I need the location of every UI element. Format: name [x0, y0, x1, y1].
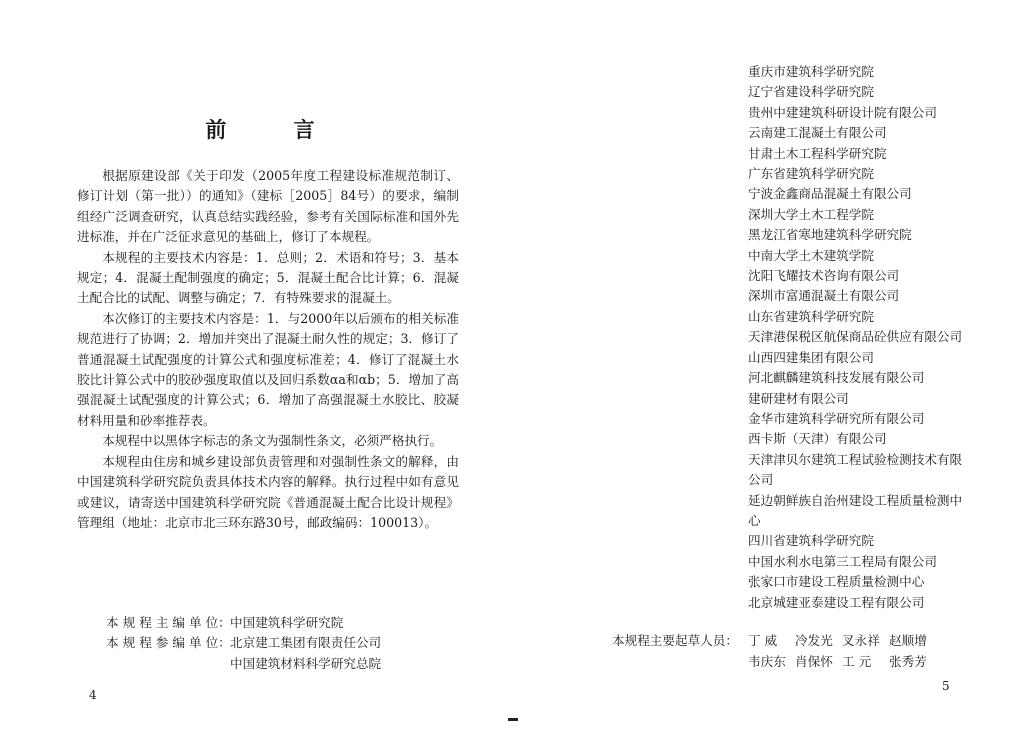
- preface-paragraph: 本规程的主要技术内容是：1．总则；2．术语和符号；3．基本规定；4．混凝土配制强度的确定；5．混凝土配合比计算；6．混凝土配合比的试配、调整与确定；7．有特殊要求的混凝土。: [77, 249, 459, 306]
- organization-item: 北京城建亚泰建设工程有限公司: [748, 594, 925, 610]
- organization-item: 河北麒麟建筑科技发展有限公司: [748, 370, 925, 386]
- organization-item: 广东省建筑科学研究院: [748, 166, 874, 182]
- organization-item: 甘肃土木工程科学研究院: [748, 145, 887, 161]
- organization-item: 四川省建筑科学研究院: [748, 533, 874, 549]
- organization-list: [748, 62, 970, 613]
- organization-item: 延边朝鲜族自治州建设工程质量检测中心: [748, 492, 963, 528]
- co-editor-unit: 北京建工集团有限责任公司: [230, 635, 382, 651]
- page-number-right: 5: [942, 679, 950, 693]
- chief-editor-label: 本 规 程 主 编 单 位：: [106, 615, 231, 630]
- organization-item: 山东省建筑科学研究院: [748, 308, 874, 324]
- scan-mark: [508, 718, 518, 721]
- co-editor-label: 本 规 程 参 编 单 位：: [106, 635, 231, 651]
- organization-item: 沈阳飞耀技术咨询有限公司: [748, 268, 900, 284]
- organization-item: 建研建材有限公司: [748, 390, 849, 406]
- organization-item: 天津津贝尔建筑工程试验检测技术有限公司: [748, 451, 963, 488]
- organization-item: 张家口市建设工程质量检测中心: [748, 574, 925, 590]
- co-editor-row: [106, 633, 381, 674]
- organization-item: 贵州中建建筑科研设计院有限公司: [748, 104, 937, 120]
- preface-paragraph: 根据原建设部《关于印发（2005年度工程建设标准规范制订、修订计划（第一批））的通知》（建标［2005］84号）的要求，编制组经广泛调查研究，认真总结实践经验，参考有关国际标准和国外先进标准，并在广泛征求意见的基础上，修订了本规程。: [77, 168, 459, 245]
- page-title: 前 言: [205, 117, 345, 142]
- drafter-name: 冷发光: [795, 633, 833, 648]
- drafter-name: 工 元: [842, 654, 872, 669]
- drafter-name: 赵顺增: [889, 633, 927, 648]
- drafters-names: [748, 630, 936, 672]
- preface-paragraph: 本规程中以黑体字标志的条文为强制性条文，必须严格执行。: [102, 433, 443, 449]
- organization-item: 天津港保税区航保商品砼供应有限公司: [748, 329, 963, 345]
- chief-editor-unit: 中国建筑科学研究院: [230, 615, 344, 630]
- organization-item: 深圳大学土木工程学院: [748, 206, 874, 222]
- organization-item: 深圳市富通混凝土有限公司: [748, 288, 900, 304]
- organization-item: 重庆市建筑科学研究院: [748, 64, 874, 79]
- organization-item: 中国水利水电第三工程局有限公司: [748, 553, 937, 569]
- preface-body: [77, 166, 459, 533]
- drafter-name: 丁 威: [748, 633, 778, 648]
- drafter-name: 韦庆东: [748, 654, 786, 669]
- drafter-name: 张秀芳: [889, 654, 927, 669]
- co-editor-unit: 中国建筑材料科学研究总院: [230, 655, 382, 671]
- organization-item: 辽宁省建设科学研究院: [748, 84, 874, 100]
- organization-item: 西卡斯（天津）有限公司: [748, 431, 887, 447]
- preface-paragraph: 本规程由住房和城乡建设部负责管理和对强制性条文的解释，由中国建筑科学研究院负责具体技术内容的解释。执行过程中如有意见或建议，请寄送中国建筑科学研究院《普通混凝土配合比设计规程》管理组（地址：北京市北三环东路30号，邮政编码：100013）。: [77, 453, 459, 530]
- editor-units: [106, 613, 381, 674]
- organization-item: 云南建工混凝土有限公司: [748, 125, 887, 141]
- drafters-label: 本规程主要起草人员：: [612, 633, 738, 648]
- organization-item: 金华市建筑科学研究所有限公司: [748, 410, 925, 426]
- drafters-block: [612, 630, 936, 672]
- chief-editor-row: [106, 613, 381, 633]
- organization-item: 山西四建集团有限公司: [748, 349, 874, 365]
- organization-item: 宁波金鑫商品混凝土有限公司: [748, 186, 912, 202]
- preface-paragraph: 本次修订的主要技术内容是：1．与2000年以后颁布的相关标准规范进行了协调；2．增加并突出了混凝土耐久性的规定；3．修订了普通混凝土试配强度的计算公式和强度标准差；4．修订了混凝土水胶比计算公式中的胶砂强度取值以及回归系数αa和αb；5．增加了高强混凝土试配强度的计算公式；6．增加了高强混凝土水胶比、胶凝材料用量和砂率推荐表。: [77, 310, 459, 428]
- drafter-name: 叉永祥: [842, 633, 880, 648]
- drafter-name: 肖保怀: [795, 654, 833, 669]
- organization-item: 黑龙江省寒地建筑科学研究院: [748, 227, 912, 243]
- organization-item: 中南大学土木建筑学院: [748, 247, 874, 263]
- page-number-left: 4: [89, 688, 97, 702]
